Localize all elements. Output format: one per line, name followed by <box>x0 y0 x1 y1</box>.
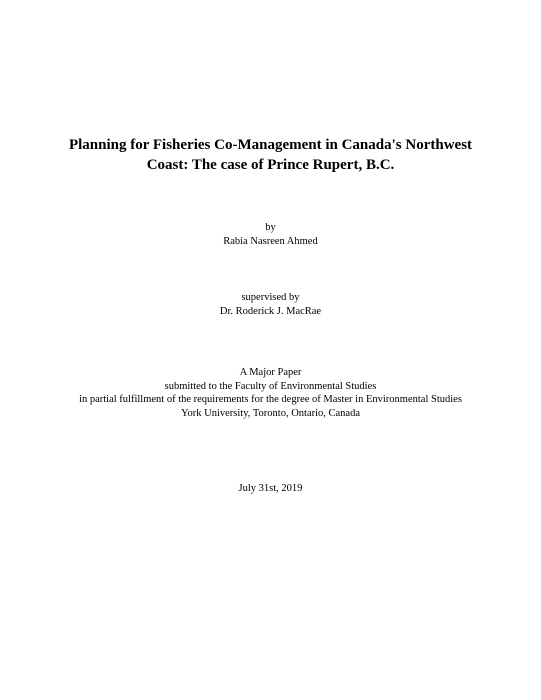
author-block <box>0 221 541 248</box>
by-label: by <box>265 222 276 233</box>
paper-title <box>0 135 541 175</box>
submission-line-4: York University, Toronto, Ontario, Canada <box>180 407 360 419</box>
supervised-by-label: supervised by <box>241 292 300 303</box>
title-line-2: Coast: The case of Prince Rupert, B.C. <box>146 157 395 173</box>
supervisor-name: Dr. Roderick J. MacRae <box>219 305 322 317</box>
submission-line-1: A Major Paper <box>239 367 302 378</box>
title-line-1: Planning for Fisheries Co-Management in Canada's Northwest <box>68 137 473 153</box>
submission-date: July 31st, 2019 <box>238 483 303 494</box>
author-name: Rabia Nasreen Ahmed <box>223 235 318 247</box>
supervisor-block <box>0 291 541 318</box>
submission-line-2: submitted to the Faculty of Environmental Studies <box>164 380 377 392</box>
submission-statement <box>0 366 541 420</box>
submission-date-block <box>0 482 541 496</box>
submission-line-3: in partial fulfillment of the requirements for the degree of Master in Environmental Studies <box>79 394 462 405</box>
